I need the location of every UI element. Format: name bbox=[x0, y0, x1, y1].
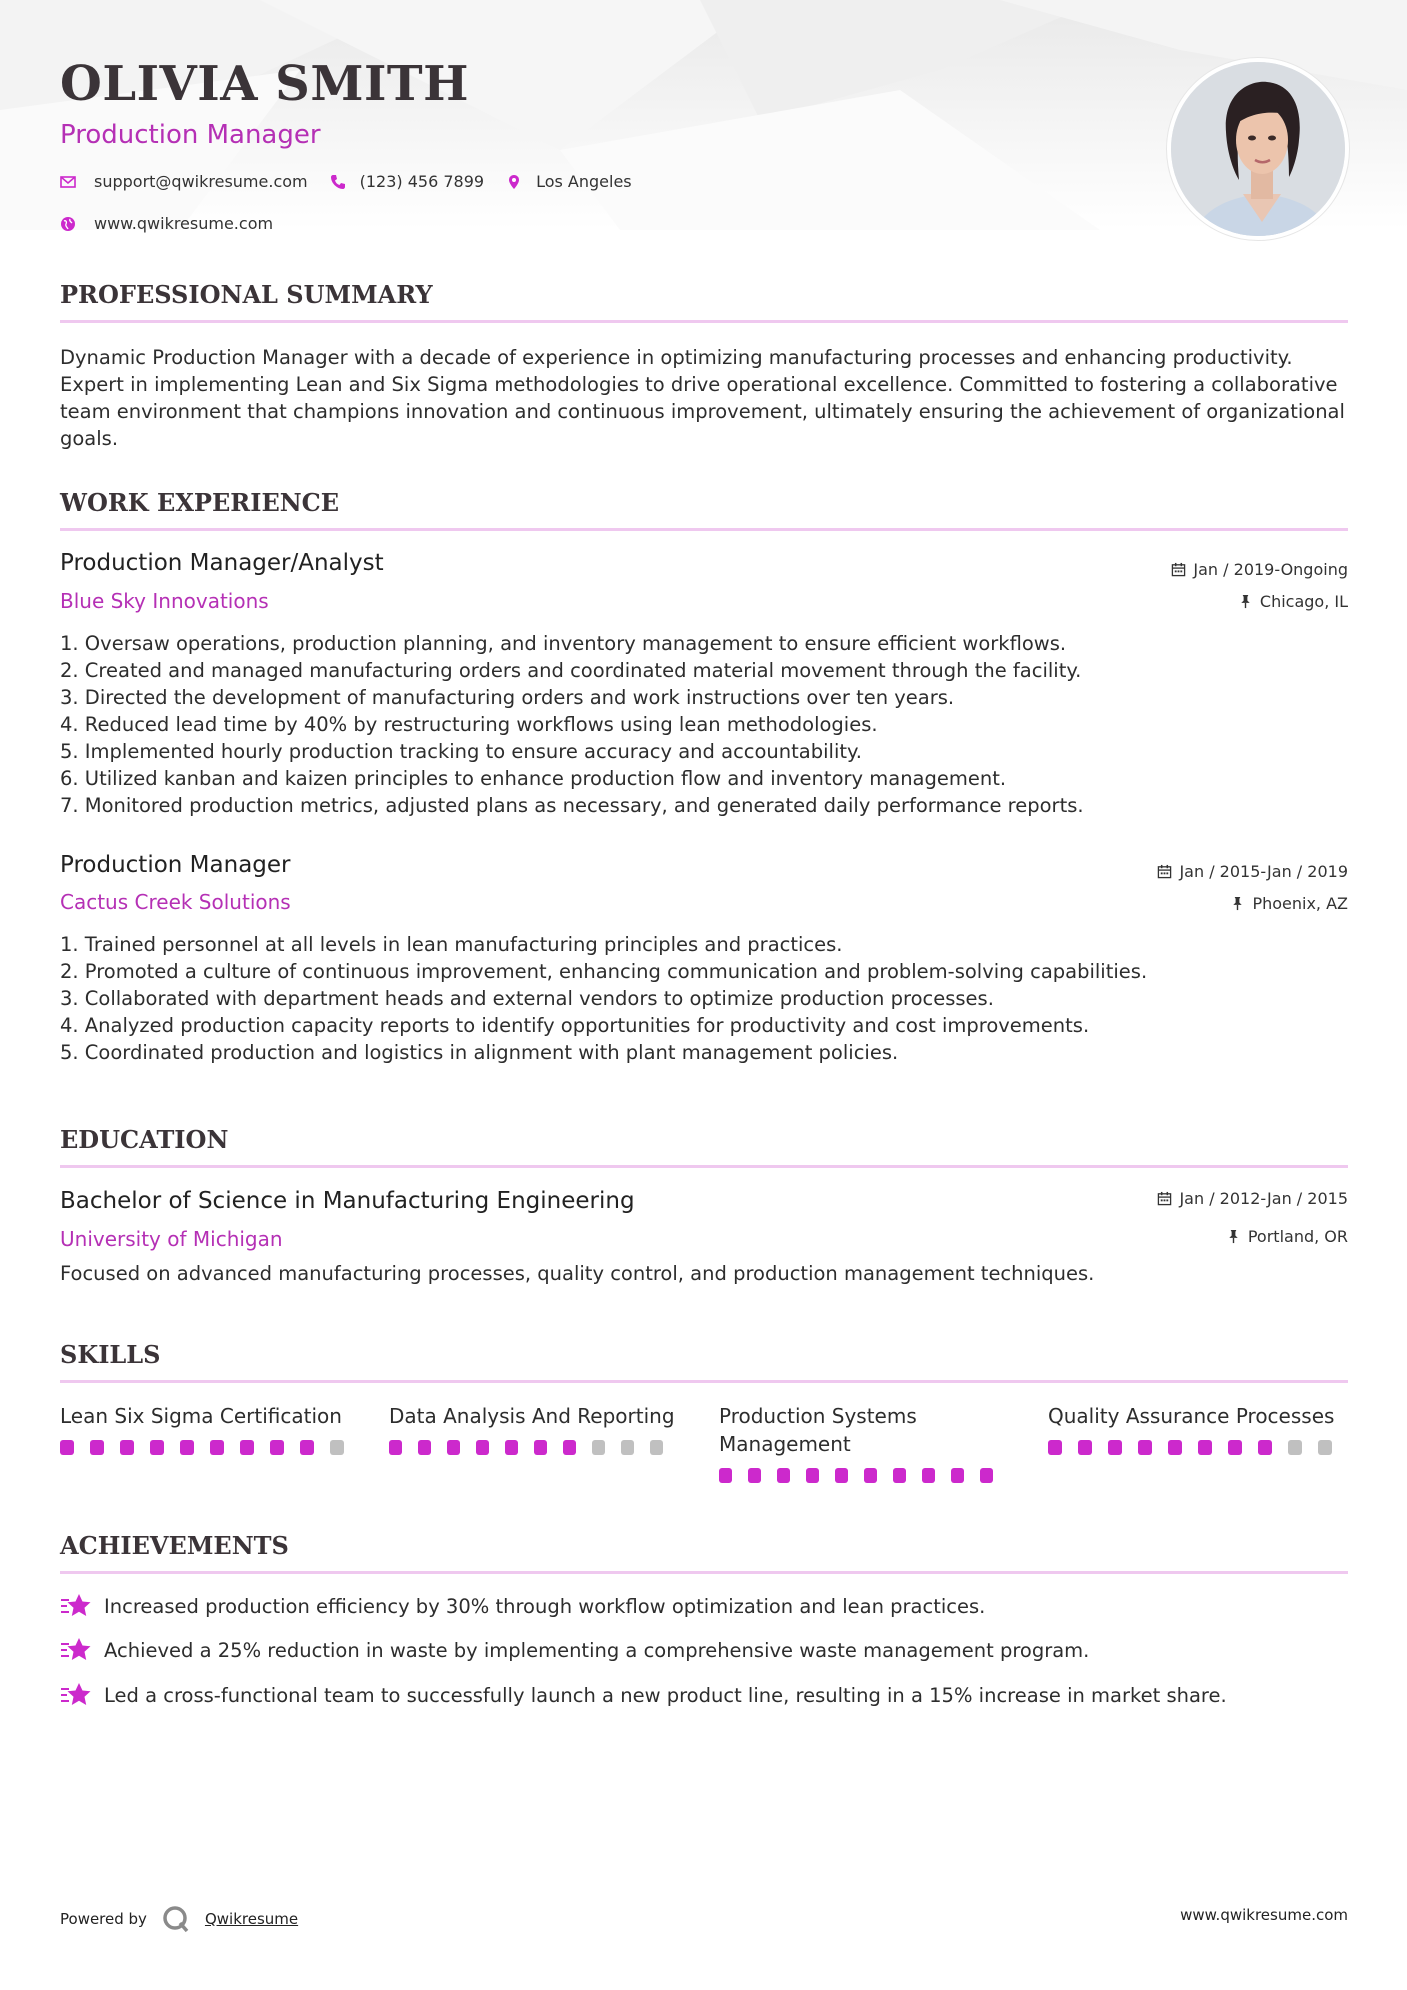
job-location bbox=[1230, 894, 1348, 913]
summary-heading: PROFESSIONAL SUMMARY bbox=[60, 280, 433, 309]
skill-dot-filled bbox=[563, 1440, 576, 1455]
job-location-text: Chicago, IL bbox=[1259, 592, 1348, 611]
skill-dot-empty bbox=[621, 1440, 634, 1455]
qwikresume-link[interactable]: Qwikresume bbox=[204, 1910, 299, 1928]
skill-dot-filled bbox=[893, 1468, 906, 1483]
skill-dot-filled bbox=[180, 1440, 194, 1455]
email-text: support@qwikresume.com bbox=[94, 172, 308, 191]
skill-dot-empty bbox=[330, 1440, 344, 1455]
qwikresume-logo-icon bbox=[161, 1904, 191, 1934]
job-bullets bbox=[60, 630, 1350, 819]
skill-rating bbox=[719, 1468, 1009, 1483]
job-bullets bbox=[60, 931, 1350, 1066]
skill-dot-filled bbox=[90, 1440, 104, 1455]
skill-dot-filled bbox=[864, 1468, 877, 1483]
experience-divider bbox=[60, 528, 1348, 531]
list-item: 5. Implemented hourly production tracking to ensure accuracy and accountability. bbox=[60, 740, 862, 763]
skill-dot-filled bbox=[922, 1468, 935, 1483]
skill-name: Lean Six Sigma Certification bbox=[60, 1404, 342, 1428]
list-item: 2. Created and managed manufacturing orders and coordinated material movement through the facility. bbox=[60, 659, 1082, 682]
skill-dot-filled bbox=[951, 1468, 964, 1483]
job-company: Blue Sky Innovations bbox=[60, 589, 269, 613]
pushpin-icon bbox=[1238, 594, 1253, 609]
candidate-name: OLIVIA SMITH bbox=[60, 56, 469, 112]
star-icon bbox=[60, 1636, 92, 1664]
phone-contact[interactable] bbox=[330, 172, 484, 191]
skill-rating bbox=[1048, 1440, 1348, 1455]
summary-divider bbox=[60, 320, 1348, 323]
list-item: 4. Analyzed production capacity reports to identify opportunities for productivity and cost improvements. bbox=[60, 1014, 1090, 1037]
list-item: 3. Collaborated with department heads and external vendors to optimize production processes. bbox=[60, 987, 994, 1010]
list-item: 2. Promoted a culture of continuous improvement, enhancing communication and problem-solving capabilities. bbox=[60, 960, 1148, 983]
education-dates bbox=[1157, 1189, 1348, 1208]
location-contact bbox=[506, 172, 632, 191]
skill-name: Data Analysis And Reporting bbox=[389, 1404, 675, 1428]
job-title: Production Manager/Analyst bbox=[60, 550, 384, 576]
skill-dot-filled bbox=[210, 1440, 224, 1455]
email-contact[interactable] bbox=[60, 172, 308, 191]
phone-text: (123) 456 7899 bbox=[359, 172, 485, 191]
skill-dot-filled bbox=[1108, 1440, 1122, 1455]
skill-dot-empty bbox=[650, 1440, 663, 1455]
list-item: 1. Oversaw operations, production planning, and inventory management to ensure efficient workflows. bbox=[60, 632, 1067, 655]
skill-dot-filled bbox=[1198, 1440, 1212, 1455]
job-location bbox=[1238, 592, 1348, 611]
globe-icon bbox=[60, 216, 76, 232]
calendar-icon bbox=[1171, 562, 1186, 577]
candidate-role: Production Manager bbox=[60, 120, 321, 150]
list-item: 7. Monitored production metrics, adjusted plans as necessary, and generated daily performance reports. bbox=[60, 794, 1084, 817]
list-item: 1. Trained personnel at all levels in lean manufacturing principles and practices. bbox=[60, 933, 843, 956]
skill-dot-filled bbox=[476, 1440, 489, 1455]
achievements-heading: ACHIEVEMENTS bbox=[60, 1531, 289, 1560]
skill-dot-filled bbox=[1168, 1440, 1182, 1455]
skill-dot-filled bbox=[1138, 1440, 1152, 1455]
list-item: 6. Utilized kanban and kaizen principles to enhance production flow and inventory management. bbox=[60, 767, 1007, 790]
skill-dot-filled bbox=[447, 1440, 460, 1455]
skill-item bbox=[1048, 1402, 1348, 1455]
contact-row bbox=[60, 172, 654, 191]
skill-dot-filled bbox=[1258, 1440, 1272, 1455]
calendar-icon bbox=[1157, 864, 1172, 879]
skill-rating bbox=[60, 1440, 360, 1455]
skill-dot-filled bbox=[980, 1468, 993, 1483]
star-icon bbox=[60, 1592, 92, 1620]
skill-name: Production Systems Management bbox=[719, 1404, 917, 1456]
skill-dot-filled bbox=[60, 1440, 74, 1455]
job-dates-text: Jan / 2015-Jan / 2019 bbox=[1179, 862, 1348, 881]
education-dates-text: Jan / 2012-Jan / 2015 bbox=[1179, 1189, 1348, 1208]
skill-rating bbox=[389, 1440, 679, 1455]
skill-dot-filled bbox=[300, 1440, 314, 1455]
achievement-text: Increased production efficiency by 30% through workflow optimization and lean practices. bbox=[104, 1594, 986, 1618]
map-pin-icon bbox=[506, 174, 522, 190]
achievement-text: Achieved a 25% reduction in waste by implementing a comprehensive waste management program. bbox=[104, 1638, 1090, 1662]
skill-dot-filled bbox=[240, 1440, 254, 1455]
skill-dot-empty bbox=[592, 1440, 605, 1455]
powered-by bbox=[60, 1904, 298, 1934]
profile-photo bbox=[1167, 58, 1349, 240]
skill-dot-filled bbox=[1048, 1440, 1062, 1455]
achievement-item bbox=[60, 1681, 1227, 1709]
achievement-text: Led a cross-functional team to successfully launch a new product line, resulting in a 15% increase in market share. bbox=[104, 1683, 1227, 1707]
skill-dot-filled bbox=[389, 1440, 402, 1455]
skill-dot-filled bbox=[806, 1468, 819, 1483]
achievement-item bbox=[60, 1636, 1089, 1664]
education-location-text: Portland, OR bbox=[1247, 1227, 1348, 1246]
skill-dot-filled bbox=[418, 1440, 431, 1455]
summary-text: Dynamic Production Manager with a decade of experience in optimizing manufacturing processes and enhancing productivity. Expert in implementing Lean and Six Sigma methodologies to drive operational excellence. Committed to fostering a collaborative team environment that champions innovation and continuous improvement, ultimately ensuring the achievement of organizational goals. bbox=[60, 346, 1345, 450]
portrait-image bbox=[1171, 62, 1349, 240]
skill-item bbox=[719, 1402, 1009, 1483]
job-dates-text: Jan / 2019-Ongoing bbox=[1193, 560, 1348, 579]
envelope-icon bbox=[60, 174, 76, 190]
skill-item bbox=[60, 1402, 360, 1455]
education-description: Focused on advanced manufacturing processes, quality control, and production management techniques. bbox=[60, 1262, 1095, 1285]
calendar-icon bbox=[1157, 1191, 1172, 1206]
skill-dot-filled bbox=[1228, 1440, 1242, 1455]
school-name: University of Michigan bbox=[60, 1227, 283, 1251]
skill-dot-filled bbox=[777, 1468, 790, 1483]
degree-title: Bachelor of Science in Manufacturing Engineering bbox=[60, 1188, 635, 1214]
location-text: Los Angeles bbox=[536, 172, 632, 191]
skill-dot-filled bbox=[120, 1440, 134, 1455]
job-location-text: Phoenix, AZ bbox=[1252, 894, 1348, 913]
skill-dot-filled bbox=[835, 1468, 848, 1483]
job-dates bbox=[1171, 560, 1348, 579]
skills-heading: SKILLS bbox=[60, 1340, 161, 1369]
website-text: www.qwikresume.com bbox=[94, 214, 274, 233]
education-divider bbox=[60, 1165, 1348, 1168]
footer bbox=[60, 1900, 1348, 1930]
website-row bbox=[60, 214, 295, 233]
skill-dot-filled bbox=[748, 1468, 761, 1483]
pushpin-icon bbox=[1226, 1229, 1241, 1244]
skill-dot-filled bbox=[505, 1440, 518, 1455]
list-item: 3. Directed the development of manufacturing orders and work instructions over ten years. bbox=[60, 686, 955, 709]
powered-by-label: Powered by bbox=[60, 1910, 147, 1928]
footer-website[interactable]: www.qwikresume.com bbox=[1180, 1906, 1348, 1924]
skill-dot-empty bbox=[1288, 1440, 1302, 1455]
phone-icon bbox=[330, 174, 346, 190]
skill-dot-empty bbox=[1318, 1440, 1332, 1455]
skill-dot-filled bbox=[1078, 1440, 1092, 1455]
skill-item bbox=[389, 1402, 679, 1455]
education-heading: EDUCATION bbox=[60, 1125, 229, 1154]
website-contact[interactable] bbox=[60, 214, 273, 233]
skills-divider bbox=[60, 1380, 1348, 1383]
achievement-item bbox=[60, 1592, 985, 1620]
star-icon bbox=[60, 1681, 92, 1709]
list-item: 5. Coordinated production and logistics in alignment with plant management policies. bbox=[60, 1041, 899, 1064]
skill-dot-filled bbox=[150, 1440, 164, 1455]
skill-dot-filled bbox=[719, 1468, 732, 1483]
job-title: Production Manager bbox=[60, 852, 291, 878]
achievements-divider bbox=[60, 1571, 1348, 1574]
experience-heading: WORK EXPERIENCE bbox=[60, 488, 340, 517]
skill-dot-filled bbox=[270, 1440, 284, 1455]
job-company: Cactus Creek Solutions bbox=[60, 890, 291, 914]
job-dates bbox=[1157, 862, 1348, 881]
list-item: 4. Reduced lead time by 40% by restructuring workflows using lean methodologies. bbox=[60, 713, 878, 736]
skill-name: Quality Assurance Processes bbox=[1048, 1404, 1335, 1428]
skill-dot-filled bbox=[534, 1440, 547, 1455]
pushpin-icon bbox=[1230, 896, 1245, 911]
education-location bbox=[1226, 1227, 1348, 1246]
